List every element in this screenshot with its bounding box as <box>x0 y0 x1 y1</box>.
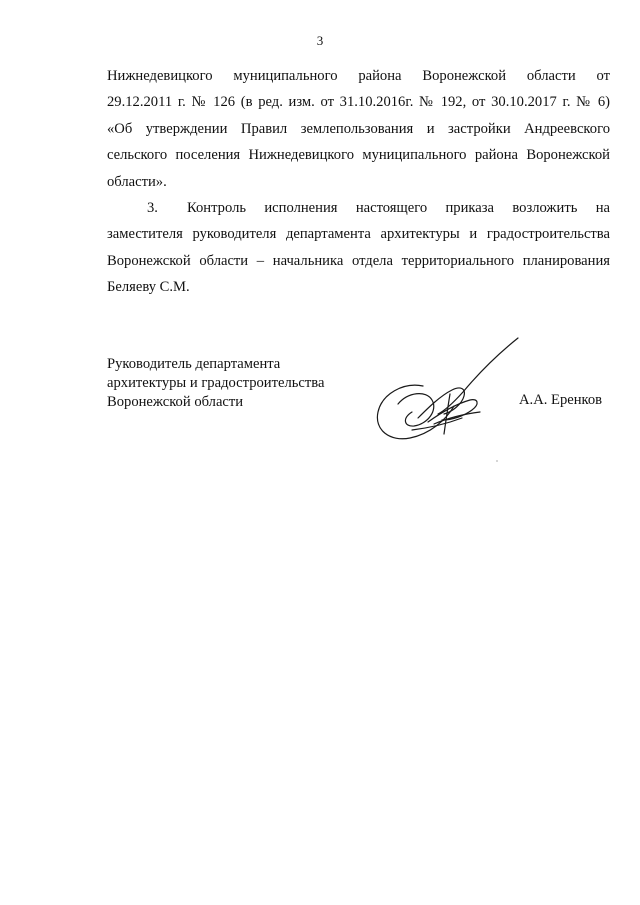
signer-name: А.А. Еренков <box>519 392 603 408</box>
position-line: архитектуры и градостроительства <box>107 374 325 391</box>
paragraph-line: Нижнедевицкого муниципального района Воронежской области от <box>107 68 610 84</box>
position-line: Воронежской области <box>107 393 244 410</box>
scan-artifact <box>496 460 498 462</box>
signatory-position <box>107 355 324 411</box>
paragraph-line: Воронежской области – начальника отдела территориального планирования <box>107 252 610 269</box>
paragraph-line: Беляеву С.М. <box>107 279 190 296</box>
paragraph-line: 29.12.2011 г. № 126 (в ред. изм. от 31.10.2016г. № 192, от 30.10.2017 г. № 6) <box>107 94 610 111</box>
page-number: 3 <box>316 33 324 48</box>
position-line: Руководитель департамента <box>107 356 281 372</box>
paragraph-line: «Об утверждении Правил землепользования и застройки Андреевского <box>107 120 610 137</box>
document-body <box>107 63 610 301</box>
paragraph-line: заместителя руководителя департамента архитектуры и градостроительства <box>107 226 610 243</box>
paragraph-line: сельского поселения Нижнедевицкого муниципального района Воронежской <box>107 147 610 164</box>
paragraph-3-text: Контроль исполнения настоящего приказа возложить на <box>187 199 610 216</box>
paragraph-3-first-line <box>107 195 610 221</box>
paragraph-3-number: 3. <box>147 199 158 216</box>
paragraph-line: области». <box>107 173 167 190</box>
handwritten-signature <box>368 334 528 454</box>
